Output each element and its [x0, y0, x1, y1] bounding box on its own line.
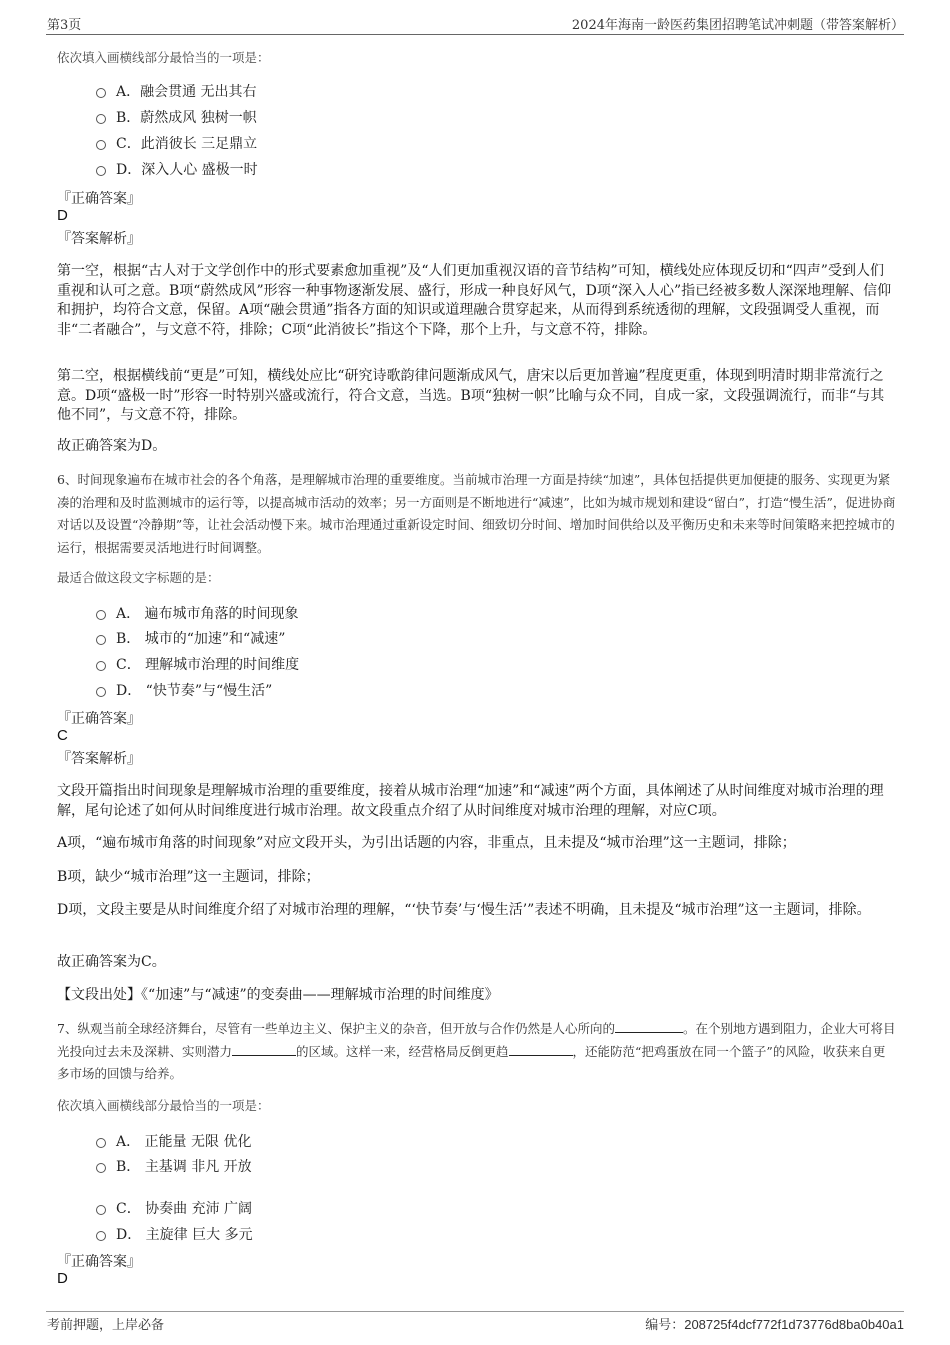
q7-option-c[interactable]	[96, 1198, 252, 1218]
radio-icon[interactable]	[96, 1138, 106, 1148]
option-label: D． 主旋律 巨大 多元	[116, 1227, 253, 1243]
q7-text-part-4: ，还能防范“把鸡蛋放在同一个篮子”的风险，收获来自更多市场的回馈与给养。	[57, 1043, 886, 1081]
q6-analysis-conclusion: 故正确答案为C。	[57, 954, 166, 970]
q6-option-c[interactable]	[96, 654, 299, 674]
q6-answer: C	[57, 727, 68, 744]
q5-option-a[interactable]	[96, 81, 257, 101]
q5-option-c[interactable]	[96, 133, 257, 153]
radio-icon[interactable]	[96, 661, 106, 671]
option-label: C．此消彼长 三足鼎立	[116, 136, 258, 152]
radio-icon[interactable]	[96, 1163, 106, 1173]
radio-icon[interactable]	[96, 166, 106, 176]
fill-blank-2	[232, 1043, 296, 1056]
header-divider	[46, 34, 904, 35]
radio-icon[interactable]	[96, 1205, 106, 1215]
footer-divider	[46, 1311, 904, 1312]
q5-analysis-conclusion: 故正确答案为D。	[57, 438, 167, 454]
q7-answer: D	[57, 1270, 68, 1287]
radio-icon[interactable]	[96, 140, 106, 150]
q6-option-b[interactable]	[96, 628, 285, 648]
document-code: 编号：208725f4dcf772f1d73776d8ba0b40a1	[645, 1317, 904, 1332]
radio-icon[interactable]	[96, 687, 106, 697]
q7-text-part-2: 。在个别地方遇到阻力，企业大可将目光投向过去未及深耕、实则潜力	[57, 1021, 896, 1059]
q6-source: 【文段出处】《“加速”与“减速”的变奏曲——理解城市治理的时间维度》	[57, 987, 499, 1003]
q5-answer: D	[57, 207, 68, 224]
q6-analysis-para-4: D项，文段主要是从时间维度介绍了对城市治理的理解，“‘快节奏’与‘慢生活’”表述不明确，且未提及“城市治理”这一主题词，排除。	[57, 902, 871, 918]
q6-analysis-para-3: B项，缺少“城市治理”这一主题词，排除；	[57, 869, 320, 885]
option-label: B． 主基调 非凡 开放	[116, 1159, 252, 1175]
radio-icon[interactable]	[96, 88, 106, 98]
radio-icon[interactable]	[96, 610, 106, 620]
q6-answer-label: 『正确答案』	[57, 711, 141, 727]
option-label: A． 遍布城市角落的时间现象	[116, 606, 299, 622]
q7-text-part-1: 7、纵观当前全球经济舞台，尽管有一些单边主义、保护主义的杂音，但开放与合作仍然是人心所向的	[57, 1021, 615, 1036]
q6-option-d[interactable]	[96, 680, 272, 700]
radio-icon[interactable]	[96, 1231, 106, 1241]
q7-question-text	[57, 1018, 897, 1086]
fill-blank-3	[509, 1043, 573, 1056]
option-label: A．融会贯通 无出其右	[116, 84, 257, 100]
q6-analysis-label: 『答案解析』	[57, 751, 141, 767]
q7-option-b[interactable]	[96, 1156, 252, 1176]
q7-prompt: 依次填入画横线部分最恰当的一项是：	[57, 1098, 270, 1113]
q6-analysis-para-2: A项，“遍布城市角落的时间现象”对应文段开头，为引出话题的内容，非重点，且未提及“城市治理”这一主题词，排除；	[57, 835, 796, 851]
fill-blank-1	[615, 1020, 683, 1033]
q6-question-text: 6、时间现象遍布在城市社会的各个角落，是理解城市治理的重要维度。当前城市治理一方面是持续“加速”，具体包括提供更加便捷的服务、实现更为紧凑的治理和及时监测城市的运行等，以提高城市活动的效率；另一方面则是不断地进行“减速”，比如为城市规划和建设“留白”，打造“慢生活”，促进协商对话以及设置“冷静期”等，让社会活动慢下来。城市治理通过重新设定时间、细致切分时间、增加时间供给以及平衡历史和未来等时间策略来把控城市的运行，根据需要灵活地进行时间调整。	[57, 472, 896, 555]
q5-answer-label: 『正确答案』	[57, 191, 141, 207]
page-number: 第3页	[47, 18, 82, 33]
option-label: D．深入人心 盛极一时	[116, 162, 258, 178]
q6-analysis-para-1: 文段开篇指出时间现象是理解城市治理的重要维度，接着从城市治理“加速”和“减速”两个方面，具体阐述了从时间维度对城市治理的理解，尾句论述了如何从时间维度进行城市治理。故文段重点介绍了从时间维度对城市治理的理解，对应C项。	[57, 783, 884, 819]
q5-analysis-para-1: 第一空，根据“古人对于文学创作中的形式要素愈加重视”及“人们更加重视汉语的音节结构”可知，横线处应体现反切和“四声”受到人们重视和认可之意。B项“蔚然成风”形容一种事物逐渐发展、盛行，形成一种良好风气，D项“深入人心”指已经被多数人深深地理解、信仰和拥护，均符合文意，保留。A项“融会贯通”指各方面的知识或道理融合贯穿起来，从而得到系统透彻的理解，文段强调受人重视，而非“二者融合”，与文意不符，排除；C项“此消彼长”指这个下降，那个上升，与文意不符，排除。	[57, 263, 892, 338]
option-label: C． 协奏曲 充沛 广阔	[116, 1201, 253, 1217]
q5-analysis-para-2: 第二空，根据横线前“更是”可知，横线处应比“研究诗歌韵律问题渐成风气，唐宋以后更加普遍”程度更重，体现到明清时期非常流行之意。D项“盛极一时”形容一时特别兴盛或流行，符合文意，当选。B项“独树一帜”比喻与众不同，自成一家，文段强调流行，而非“与其他不同”，与文意不符，排除。	[57, 368, 885, 423]
q5-option-d[interactable]	[96, 159, 258, 179]
option-label: A． 正能量 无限 优化	[116, 1134, 252, 1150]
q5-prompt: 依次填入画横线部分最恰当的一项是：	[57, 50, 270, 65]
q7-text-part-3: 的区域。这样一来，经营格局反倒更趋	[296, 1043, 509, 1059]
option-label: C． 理解城市治理的时间维度	[116, 657, 300, 673]
document-title: 2024年海南一龄医药集团招聘笔试冲刺题（带答案解析）	[571, 18, 904, 33]
q6-option-a[interactable]	[96, 603, 299, 623]
q7-answer-label: 『正确答案』	[57, 1254, 141, 1270]
q7-option-d[interactable]	[96, 1224, 253, 1244]
q6-prompt: 最适合做这段文字标题的是：	[57, 570, 220, 585]
option-label: D． “快节奏”与“慢生活”	[116, 683, 273, 699]
option-label: B． 城市的“加速”和“减速”	[116, 631, 286, 647]
radio-icon[interactable]	[96, 635, 106, 645]
radio-icon[interactable]	[96, 114, 106, 124]
q7-option-a[interactable]	[96, 1131, 251, 1151]
q5-analysis-label: 『答案解析』	[57, 231, 141, 247]
footer-motto: 考前押题，上岸必备	[47, 1318, 165, 1333]
option-label: B．蔚然成风 独树一帜	[116, 110, 257, 126]
q5-option-b[interactable]	[96, 107, 257, 127]
